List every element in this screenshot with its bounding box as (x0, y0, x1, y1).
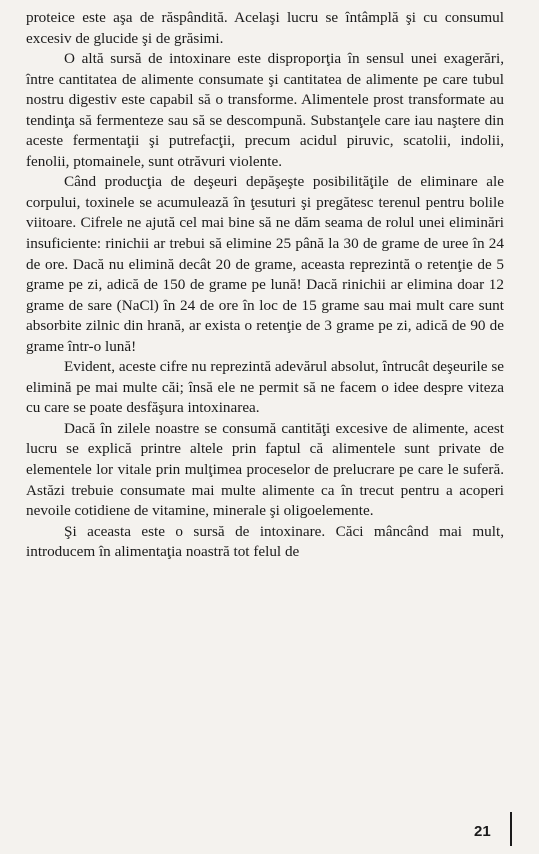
page-number: 21 (474, 823, 491, 840)
paragraph-intoxication-source: Şi aceasta este o sursă de intoxinare. Căci mâncând mai mult, introducem în alimentaţia noastră tot felul de (26, 522, 504, 561)
paragraph-waste-elimination: Când producţia de deşeuri depăşeşte posibilităţile de eliminare ale corpului, toxinele se acumulează în ţesuturi şi pregătesc terenul pentru bolile viitoare. Cifrele ne ajută cel mai bine să ne dăm seama de rolul unei eliminări insuficiente: rinichii ar trebui să elimine 25 până la 30 de grame de uree în 24 de ore. Dacă nu elimină decât 20 de grame, aceasta reprezintă o retenţie de 5 grame pe zi, adică de 150 de grame pe lună! Dacă rinichii ar elimina doar 12 grame de sare (NaCl) în 24 de ore în loc de 15 grame sau mai mult care sunt absorbite zilnic din hrană, ar exista o retenţie de 3 grame pe zi, adică de 90 de grame într-o lună! (26, 173, 504, 355)
paragraph-figures-caveat: Evident, aceste cifre nu reprezintă adevărul absolut, întrucât deşeurile se elimină pe mai multe căi; însă ele ne permit să ne facem o idee despre viteza cu care se poate desfăşura intoxinarea. (26, 358, 504, 417)
page-number-rule (510, 812, 512, 846)
paragraph-overconsumption: O altă sursă de intoxinare este disproporţia în sensul unei exagerări, între cantitatea de alimente consumate şi cantitatea de alimente pe care tubul nostru digestiv este capabil să o transforme. Alimentele prost transformate au tendinţa să fermenteze sau să se descompună. Substanţele care iau naştere din aceste fermentaţii şi putrefacţii, precum acidul piruvic, scatolii, indolii, fenolii, ptomainele, sunt otrăvuri violente. (26, 50, 504, 170)
paragraph-processed-foods: Dacă în zilele noastre se consumă cantităţi excesive de alimente, acest lucru se explică printre altele prin faptul că alimentele sunt private de elementele lor vitale prin mulţimea proceselor de prelucrare pe care le suferă. Astăzi trebuie consumate mai multe alimente ca în trecut pentru a acoperi nevoile cotidiene de vitamine, minerale şi oligoelemente. (26, 419, 504, 520)
paragraph-continuation: proteice este aşa de răspândită. Acelaşi lucru se întâmplă şi cu consumul excesiv de glucide şi de grăsimi. (26, 9, 504, 47)
body-text (26, 8, 504, 563)
